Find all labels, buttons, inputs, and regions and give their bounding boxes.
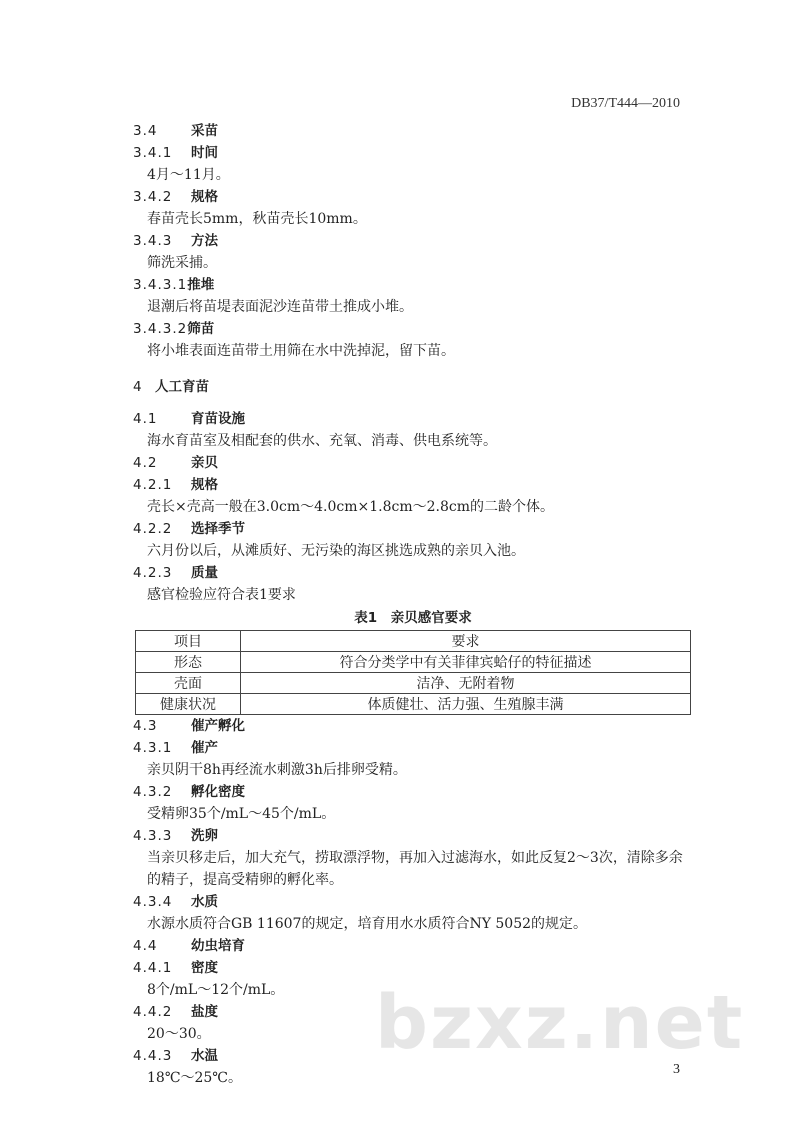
section-title: 盐度 <box>191 1004 218 1020</box>
body-paragraph: 筛洗采捕。 <box>147 255 217 271</box>
table-cell: 符合分类学中有关菲律宾蛤仔的特征描述 <box>241 652 691 673</box>
table-header-cell: 项目 <box>136 631 241 652</box>
section-title: 催产 <box>191 740 218 756</box>
section-title: 规格 <box>191 477 218 493</box>
section-number: 4.4 <box>133 938 158 954</box>
section-heading <box>133 230 693 252</box>
section-number: 3.4.2 <box>133 189 173 205</box>
section-title: 规格 <box>191 189 218 205</box>
section-number: 4.2.1 <box>133 477 173 493</box>
body-paragraph: 退潮后将苗堤表面泥沙连苗带土推成小堆。 <box>147 299 413 315</box>
section-number: 4.3.4 <box>133 894 173 910</box>
table-cell: 体质健壮、活力强、生殖腺丰满 <box>241 694 691 715</box>
section-list-1 <box>133 120 693 606</box>
section-title: 选择季节 <box>191 521 245 537</box>
table-header-row <box>136 631 691 652</box>
section-number: 4.4.3 <box>133 1048 173 1064</box>
section-number: 4 <box>133 379 143 395</box>
body-paragraph: 春苗壳长5mm，秋苗壳长10mm。 <box>147 211 367 227</box>
table-row <box>136 652 691 673</box>
section-heading <box>133 120 693 142</box>
section-number: 4.2.2 <box>133 521 173 537</box>
table-row <box>136 673 691 694</box>
section-heading <box>133 318 693 340</box>
body-paragraph: 感官检验应符合表1要求 <box>147 587 296 603</box>
section-title: 筛苗 <box>187 321 215 337</box>
section-heading <box>133 142 693 164</box>
section-title: 采苗 <box>191 123 218 139</box>
section-title: 洗卵 <box>191 828 218 844</box>
section-number: 4.3.3 <box>133 828 173 844</box>
body-paragraph: 4月～11月。 <box>147 167 230 183</box>
section-title: 水温 <box>191 1048 218 1064</box>
section-heading <box>133 518 693 540</box>
section-heading <box>133 737 693 759</box>
table-header-cell: 要求 <box>241 631 691 652</box>
watermark: bzxz.net <box>375 980 745 1066</box>
section-title: 方法 <box>191 233 218 249</box>
body-paragraph: 将小堆表面连苗带土用筛在水中洗掉泥，留下苗。 <box>147 343 455 359</box>
section-title: 推堆 <box>187 277 215 293</box>
section-number: 4.2 <box>133 455 158 471</box>
section-number: 3.4 <box>133 123 158 139</box>
section-heading <box>133 825 693 847</box>
section-number: 4.2.3 <box>133 565 173 581</box>
section-number: 4.4.2 <box>133 1004 173 1020</box>
section-heading <box>133 891 693 913</box>
standard-code: DB37/T444—2010 <box>571 96 680 111</box>
requirements-table <box>135 630 691 715</box>
section-title: 催产孵化 <box>191 718 245 734</box>
section-heading <box>133 186 693 208</box>
section-number: 4.1 <box>133 411 158 427</box>
section-number: 3.4.3.1 <box>133 277 188 293</box>
section-title: 育苗设施 <box>191 411 245 427</box>
body-paragraph: 壳长×壳高一般在3.0cm～4.0cm×1.8cm～2.8cm的二龄个体。 <box>147 499 554 515</box>
table-cell: 健康状况 <box>136 694 241 715</box>
section-title: 幼虫培育 <box>191 938 245 954</box>
section-heading <box>133 474 693 496</box>
section-title: 孵化密度 <box>191 784 245 800</box>
section-number: 3.4.3.2 <box>133 321 188 337</box>
section-number: 4.3.1 <box>133 740 173 756</box>
section-title: 密度 <box>191 960 218 976</box>
section-heading <box>133 935 693 957</box>
body-paragraph: 水源水质符合GB 11607的规定，培育用水水质符合NY 5052的规定。 <box>147 916 588 932</box>
section-title: 人工育苗 <box>155 379 209 395</box>
page-number: 3 <box>673 1062 680 1077</box>
body-paragraph: 亲贝阴干8h再经流水刺激3h后排卵受精。 <box>147 762 407 778</box>
section-heading <box>133 715 693 737</box>
section-heading <box>133 274 693 296</box>
table-row <box>136 694 691 715</box>
section-heading <box>133 562 693 584</box>
chapter-heading <box>133 376 693 398</box>
section-heading <box>133 408 693 430</box>
section-number: 4.3.2 <box>133 784 173 800</box>
section-number: 3.4.3 <box>133 233 173 249</box>
section-heading <box>133 957 693 979</box>
body-paragraph: 当亲贝移走后，加大充气，捞取漂浮物，再加入过滤海水，如此反复2～3次，清除多余的精子，提高受精卵的孵化率。 <box>147 850 683 888</box>
section-title: 亲贝 <box>191 455 218 471</box>
table-cell: 壳面 <box>136 673 241 694</box>
body-paragraph: 8个/mL～12个/mL。 <box>147 982 285 998</box>
body-paragraph: 18℃～25℃。 <box>147 1070 242 1086</box>
section-heading <box>133 452 693 474</box>
section-heading <box>133 781 693 803</box>
table-cell: 洁净、无附着物 <box>241 673 691 694</box>
section-number: 4.4.1 <box>133 960 173 976</box>
body-paragraph: 20～30。 <box>147 1026 211 1042</box>
section-title: 时间 <box>191 145 218 161</box>
page-content <box>133 120 693 1089</box>
body-paragraph: 六月份以后，从滩质好、无污染的海区挑选成熟的亲贝入池。 <box>147 543 525 559</box>
section-number: 3.4.1 <box>133 145 173 161</box>
section-number: 4.3 <box>133 718 158 734</box>
section-title: 水质 <box>191 894 218 910</box>
table-title: 表1 亲贝感官要求 <box>354 610 472 626</box>
table-cell: 形态 <box>136 652 241 673</box>
body-paragraph: 海水育苗室及相配套的供水、充氧、消毒、供电系统等。 <box>147 433 497 449</box>
body-paragraph: 受精卵35个/mL～45个/mL。 <box>147 806 336 822</box>
section-title: 质量 <box>191 565 218 581</box>
